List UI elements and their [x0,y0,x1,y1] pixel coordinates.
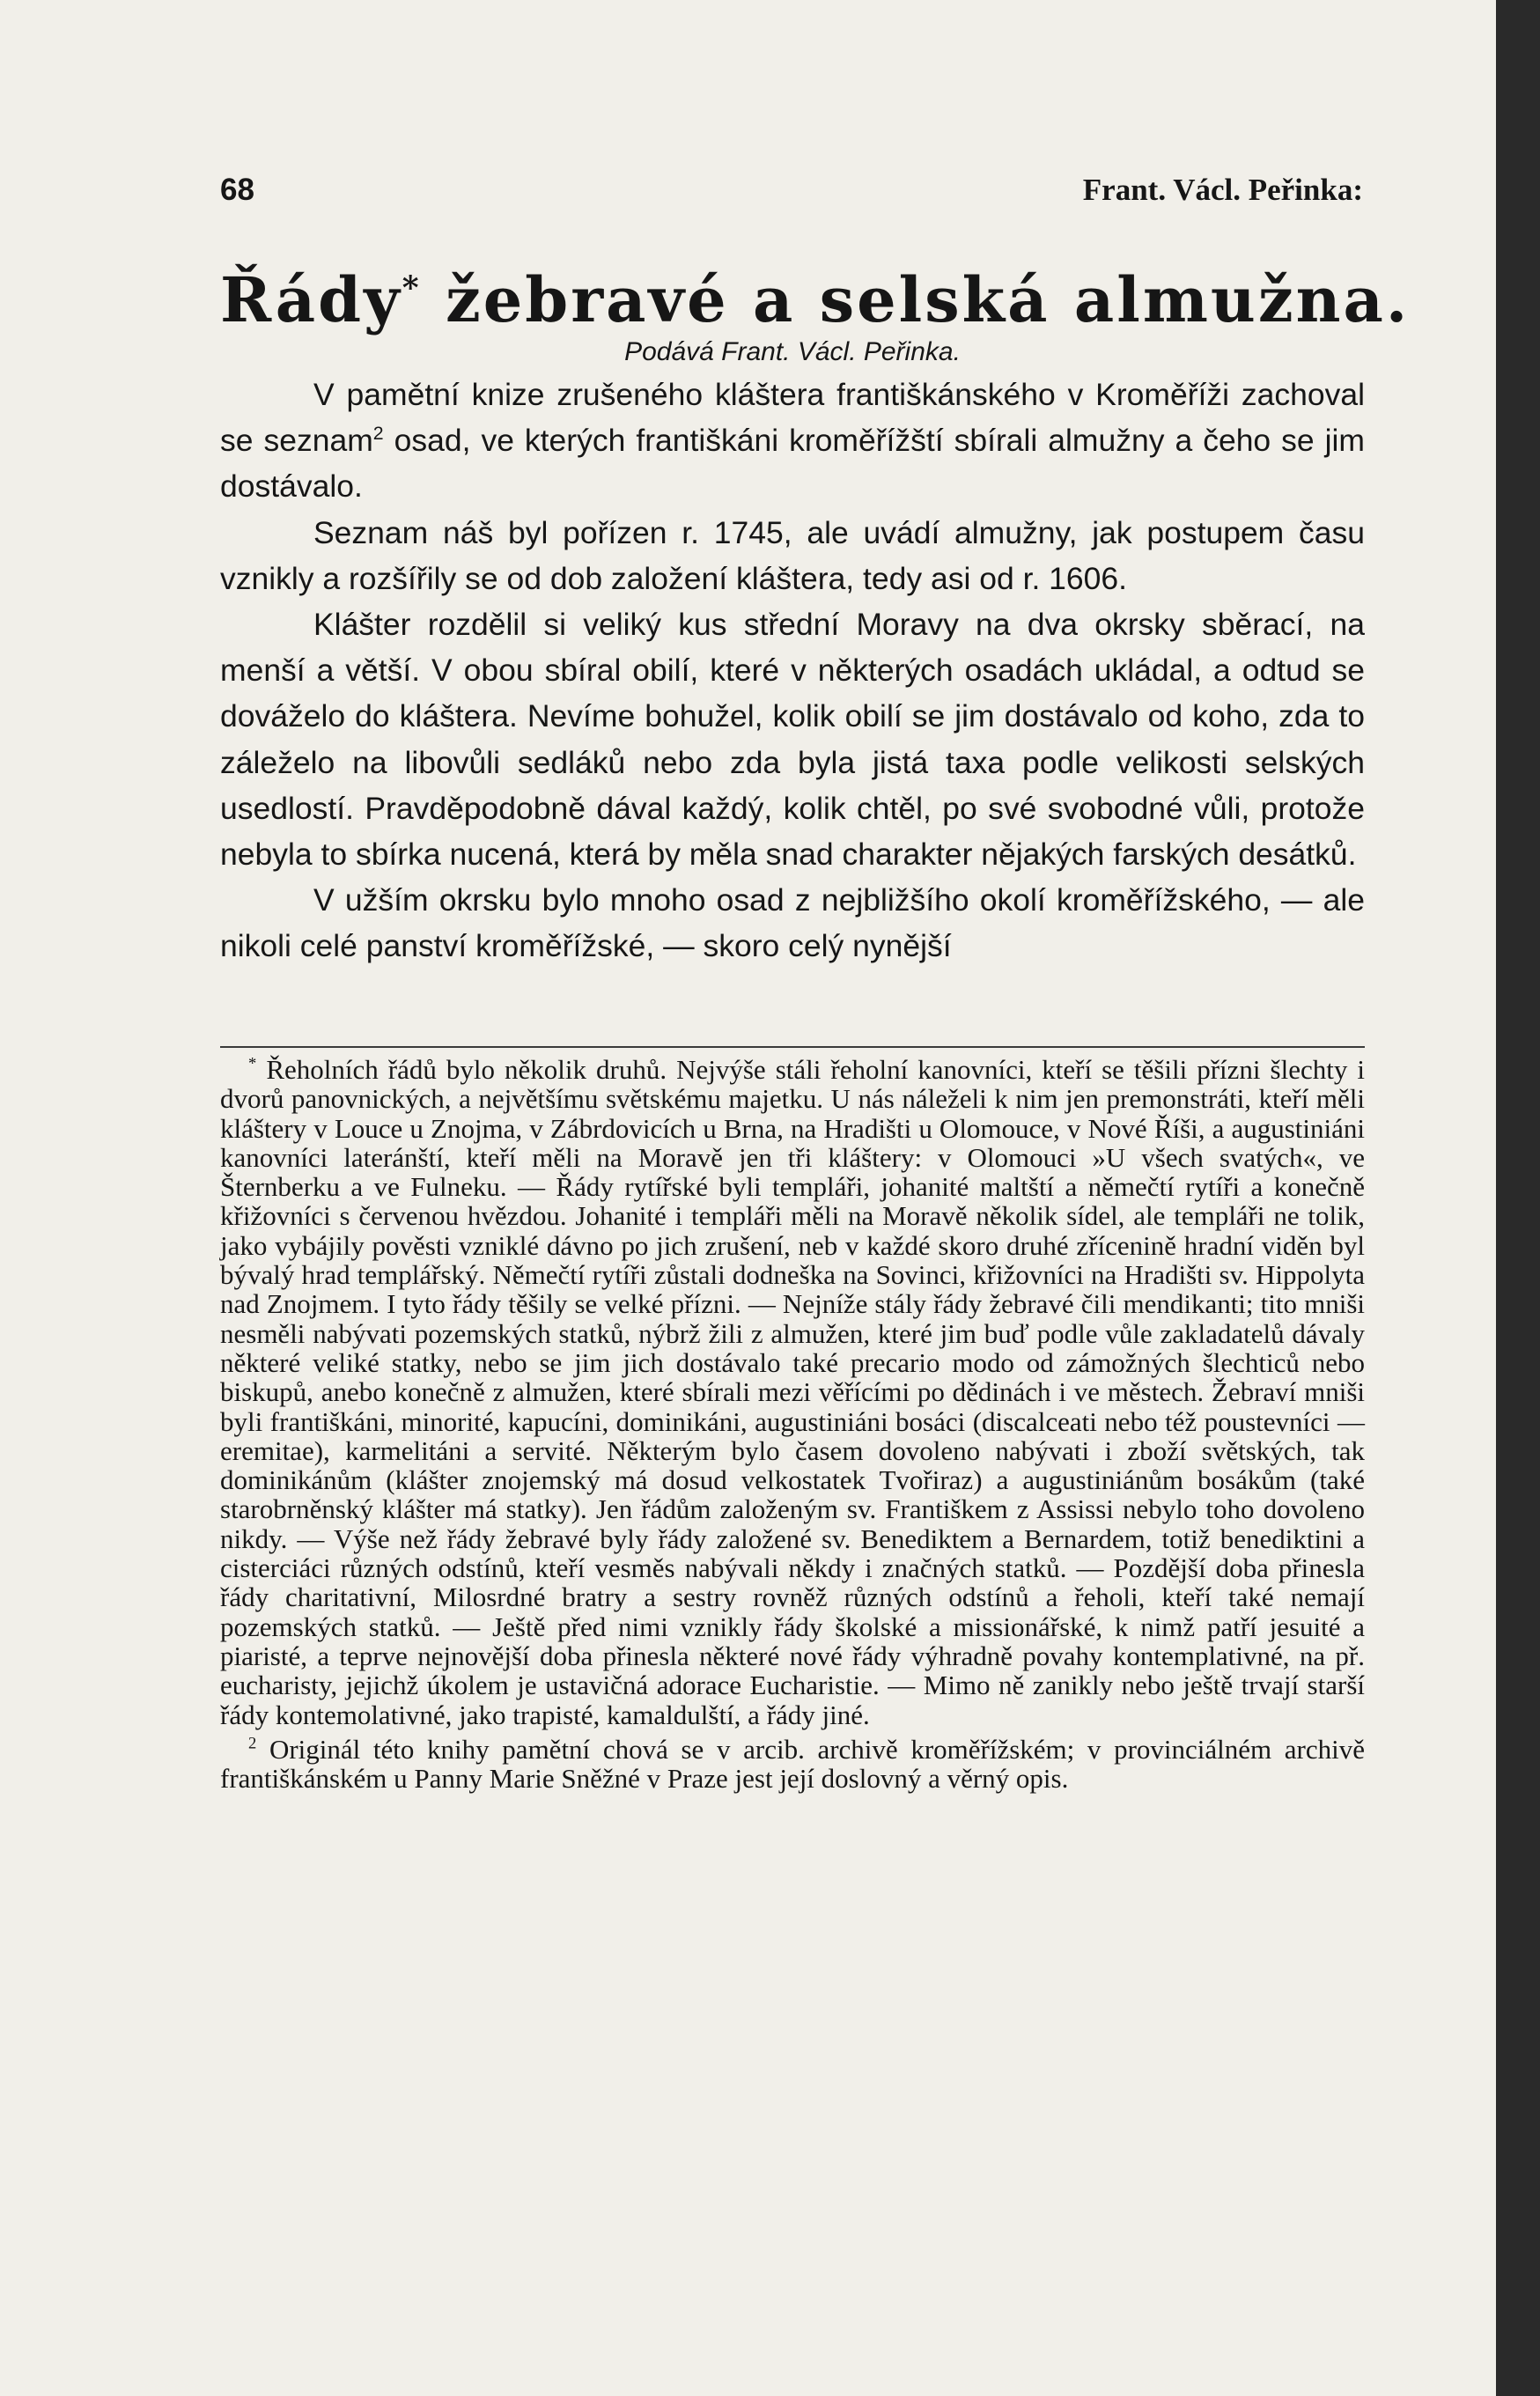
running-header [220,173,1365,217]
page-edge-shadow [1496,0,1540,2396]
title-footnote-marker: * [402,269,422,306]
article-title [220,248,1411,340]
running-title: Frant. Václ. Peřinka: [1082,173,1363,207]
paragraph: V užším okrsku bylo mnoho osad z nejbližšího okolí kroměřížského, — ale nikoli celé panství kroměřížské, — skoro celý nynější [220,882,1365,964]
footnote-marker: 2 [248,1734,257,1753]
title-remainder: žebravé a selská almužna. [421,263,1411,336]
footnote-ref: 2 [372,423,384,445]
paragraph: V pamětní knize zrušeného kláštera františkánského v Kroměříži zachoval se seznam$^2$ osad, ve kterých františkáni kroměřížští sbírali almužny a čeho se jim dostávalo. [220,377,1365,505]
footnotes [220,1055,1365,1793]
footnote-1 [220,1055,1365,1729]
title-first-word: Řády [220,263,402,336]
footnote-divider [220,1046,1365,1048]
footnote-text: Originál této knihy pamětní chová se v arcib. archivě kroměřížském; v provinciálném archivě františkánském u Panny Marie Sněžné v Praze jest její doslovný a věrný opis. [220,1733,1365,1795]
book-page [220,0,1411,2396]
footnote-text: Řeholních řádů bylo několik druhů. Nejvýše stáli řeholní kanovníci, kteří se těšili přízni šlechty i dvorů panovnických, a největšímu světskému majetku. U nás náleželi k nim jen premonstráti, kteří měli kláštery v Louce u Znojma, v Zábrdovicích u Brna, na Hradišti u Olomouce, v Nové Říši, a augustiniáni kanovníci lateránští, kteří měli na Moravě jen tři kláštery: v Olomouci »U všech svatých«, ve Šternberku a ve Fulneku. — Řády rytířské byli templáři, johanité maltští a němečtí rytíři a konečně křižovníci s červenou hvězdou. Johanité i templáři měli na Moravě několik sídel, ale templáři ne tolik, jako vybájily pověsti vzniklé dávno po jich zrušení, neb v každé skoro druhé zřícenině hradní viděn byl bývalý hrad templářský. Němečtí rytíři zůstali dodneška na Sovinci, křižovníci na Hradišti sv. Hippolyta nad Znojmem. I tyto řády těšily se velké přízni. — Nejníže stály řády žebravé čili mendikanti; tito mniši nesměli nabývati pozemských statků, nýbrž žili z almužen, které jim buď podle vůle zakladatelů dávaly některé veliké statky, nebo se jim jich dostávalo také precario modo od zámožných šlechticů nebo biskupů, anebo konečně z almužen, které sbírali mezi věřícími po dědinách i ve městech. Žebraví mniši byli františkáni, minorité, kapucíni, dominikáni, augustiniáni bosáci (discalceati nebo též poustevníci — eremitae), karmelitáni a servité. Některým bylo časem dovoleno nabývati i zboží světských, tak dominikánům (klášter znojemský má dosud velkostatek Tvořiraz) a augustiniánům bosákům (také starobrněnský klášter má statky). Jen řádům založeným sv. Františkem z Assissi nebylo toho dovoleno nikdy. — Výše než řády žebravé byly řády založené sv. Benediktem a Bernardem, totiž benediktini a cisterciáci různých odstínů, kteří vesměs nabývali někdy i značných statků. — Pozdější doba přinesla řády charitativní, Milosrdné bratry a sestry rovněž různých odstínů a řeholi, kteří také nemají pozemských statků. — Ještě před nimi vznikly řády školské a missionářské, k nimž patří jesuité a piaristé, a teprve nejnovější doba přinesla některé nové řády výhradně povahy kontemplativné, na př. eucharisty, jejichž úkolem je ustavičná adorace Eucharistie. — Mimo ně zanikly nebo ještě trvají starší řády kontemolativné, jako trapisté, kamaldulští, a řády jiné. [220,1054,1365,1730]
footnote-2 [220,1735,1365,1794]
article-body [220,372,1365,969]
page-number: 68 [220,173,254,207]
footnote-marker: * [248,1054,257,1073]
paragraph: Seznam náš byl pořízen r. 1745, ale uvádí almužny, jak postupem času vznikly a rozšířily se od dob založení kláštera, tedy asi od r. 1606. [220,514,1365,596]
byline: Podává Frant. Václ. Peřinka. [624,337,961,366]
paragraph: Klášter rozdělil si veliký kus střední Moravy na dva okrsky sběrací, na menší a větší. V obou sbíral obilí, které v některých osadách ukládal, a odtud se dováželo do kláštera. Nevíme bohužel, kolik obilí se jim dostávalo od koho, zda to záleželo na libovůli sedláků nebo zda byla jistá taxa podle velikosti selských usedlostí. Pravděpodobně dával každý, kolik chtěl, po své svobodné vůli, protože nebyla to sbírka nucená, která by měla snad charakter nějakých farských desátků. [220,607,1365,873]
